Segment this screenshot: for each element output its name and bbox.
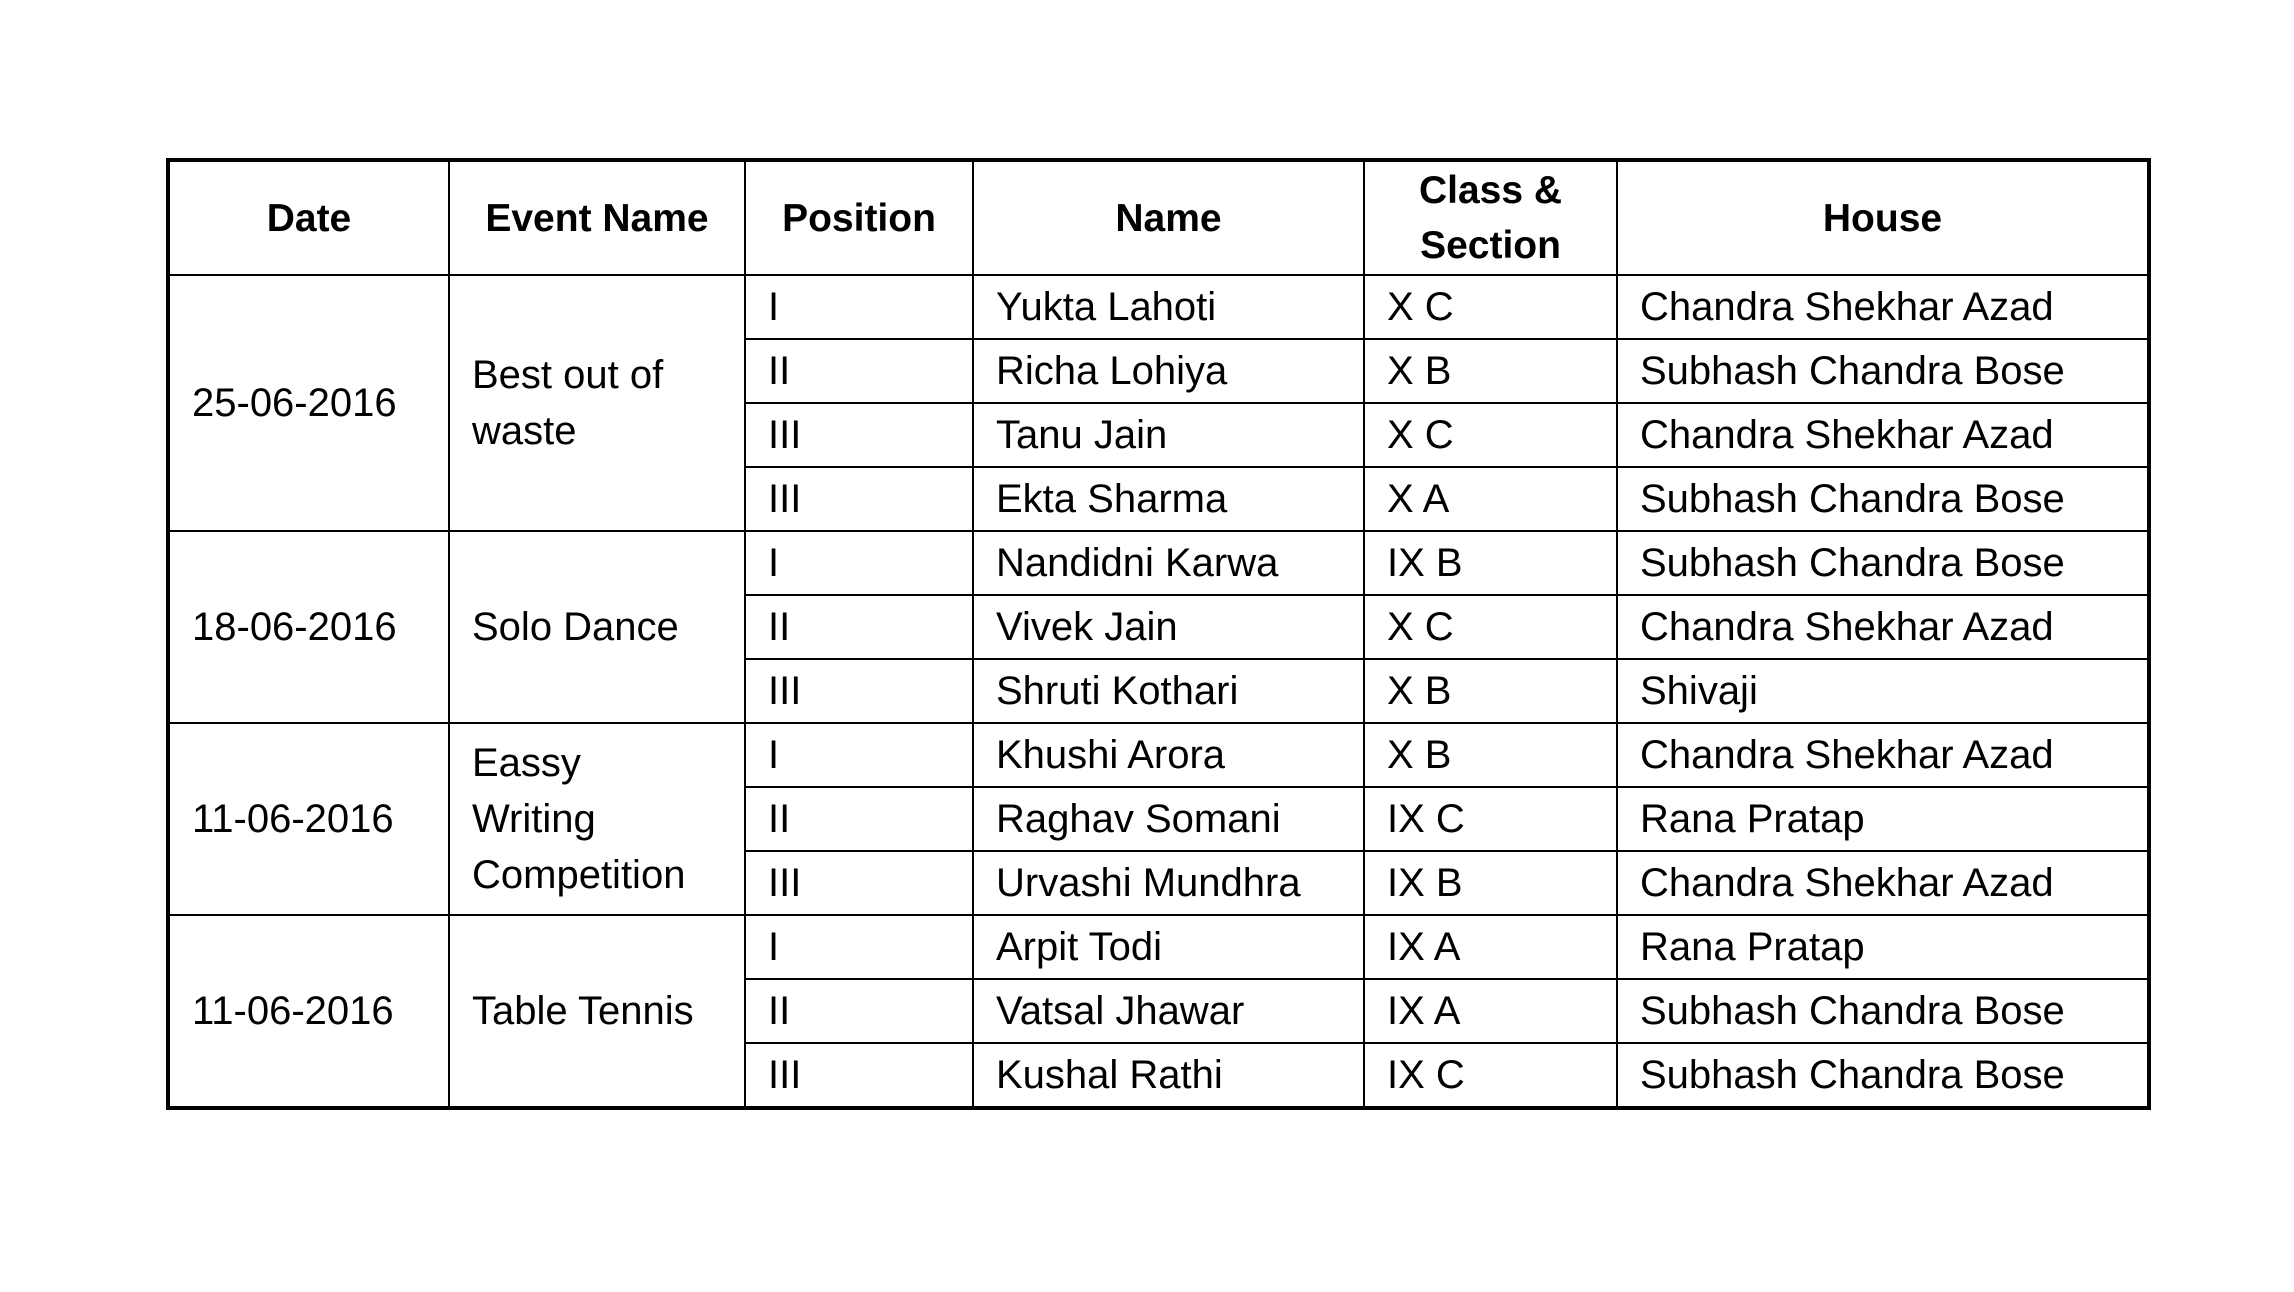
house-cell: Chandra Shekhar Azad: [1617, 851, 2149, 915]
event-name-line: Writing: [472, 797, 596, 841]
position-cell: II: [745, 787, 973, 851]
position-cell: III: [745, 1043, 973, 1108]
name-cell: Khushi Arora: [973, 723, 1364, 787]
name-cell: Arpit Todi: [973, 915, 1364, 979]
name-cell: Vivek Jain: [973, 595, 1364, 659]
header-date: Date: [168, 160, 449, 275]
class-section-cell: IX A: [1364, 979, 1617, 1043]
event-name-line: waste: [472, 409, 577, 453]
name-cell: Richa Lohiya: [973, 339, 1364, 403]
name-cell: Kushal Rathi: [973, 1043, 1364, 1108]
class-section-cell: IX C: [1364, 1043, 1617, 1108]
position-cell: II: [745, 979, 973, 1043]
house-cell: Chandra Shekhar Azad: [1617, 595, 2149, 659]
table-row: [168, 723, 2149, 787]
event-name-line: Table Tennis: [472, 989, 694, 1033]
header-position: Position: [745, 160, 973, 275]
header-class-section-line1: Class &: [1418, 169, 1563, 212]
event-name-line: Competition: [472, 853, 686, 897]
position-cell: I: [745, 915, 973, 979]
table-row: [168, 275, 2149, 339]
header-class-section-line2: Section: [1420, 224, 1561, 267]
class-section-cell: X C: [1364, 595, 1617, 659]
event-name-cell: [449, 275, 745, 531]
header-class-section: [1364, 160, 1617, 275]
header-row: [168, 160, 2149, 275]
header-event-name: Event Name: [449, 160, 745, 275]
name-cell: Nandidni Karwa: [973, 531, 1364, 595]
position-cell: II: [745, 339, 973, 403]
position-cell: I: [745, 275, 973, 339]
header-name: Name: [973, 160, 1364, 275]
table-header: [168, 160, 2149, 275]
house-cell: Shivaji: [1617, 659, 2149, 723]
house-cell: Chandra Shekhar Azad: [1617, 403, 2149, 467]
position-cell: I: [745, 723, 973, 787]
class-section-cell: IX B: [1364, 851, 1617, 915]
name-cell: Ekta Sharma: [973, 467, 1364, 531]
class-section-cell: X C: [1364, 403, 1617, 467]
event-name-line: Eassy: [472, 741, 581, 785]
event-name-cell: [449, 531, 745, 723]
position-cell: III: [745, 403, 973, 467]
position-cell: III: [745, 659, 973, 723]
name-cell: Yukta Lahoti: [973, 275, 1364, 339]
house-cell: Subhash Chandra Bose: [1617, 467, 2149, 531]
class-section-cell: IX A: [1364, 915, 1617, 979]
class-section-cell: X A: [1364, 467, 1617, 531]
name-cell: Raghav Somani: [973, 787, 1364, 851]
table-body: [168, 275, 2149, 1108]
house-cell: Subhash Chandra Bose: [1617, 1043, 2149, 1108]
event-name-line: Solo Dance: [472, 605, 679, 649]
event-name-cell: [449, 723, 745, 915]
date-cell: 25-06-2016: [168, 275, 449, 531]
position-cell: III: [745, 851, 973, 915]
name-cell: Tanu Jain: [973, 403, 1364, 467]
name-cell: Shruti Kothari: [973, 659, 1364, 723]
position-cell: II: [745, 595, 973, 659]
house-cell: Subhash Chandra Bose: [1617, 531, 2149, 595]
table-row: [168, 531, 2149, 595]
name-cell: Urvashi Mundhra: [973, 851, 1364, 915]
event-name-line: Best out of: [472, 353, 664, 397]
results-table: [166, 158, 2151, 1110]
house-cell: Subhash Chandra Bose: [1617, 979, 2149, 1043]
date-cell: 11-06-2016: [168, 723, 449, 915]
class-section-cell: X B: [1364, 659, 1617, 723]
position-cell: III: [745, 467, 973, 531]
table-row: [168, 915, 2149, 979]
date-cell: 18-06-2016: [168, 531, 449, 723]
class-section-cell: IX B: [1364, 531, 1617, 595]
class-section-cell: X C: [1364, 275, 1617, 339]
house-cell: Chandra Shekhar Azad: [1617, 275, 2149, 339]
house-cell: Rana Pratap: [1617, 915, 2149, 979]
house-cell: Chandra Shekhar Azad: [1617, 723, 2149, 787]
class-section-cell: X B: [1364, 723, 1617, 787]
date-cell: 11-06-2016: [168, 915, 449, 1108]
position-cell: I: [745, 531, 973, 595]
header-house: House: [1617, 160, 2149, 275]
class-section-cell: IX C: [1364, 787, 1617, 851]
name-cell: Vatsal Jhawar: [973, 979, 1364, 1043]
house-cell: Rana Pratap: [1617, 787, 2149, 851]
class-section-cell: X B: [1364, 339, 1617, 403]
house-cell: Subhash Chandra Bose: [1617, 339, 2149, 403]
event-name-cell: [449, 915, 745, 1108]
